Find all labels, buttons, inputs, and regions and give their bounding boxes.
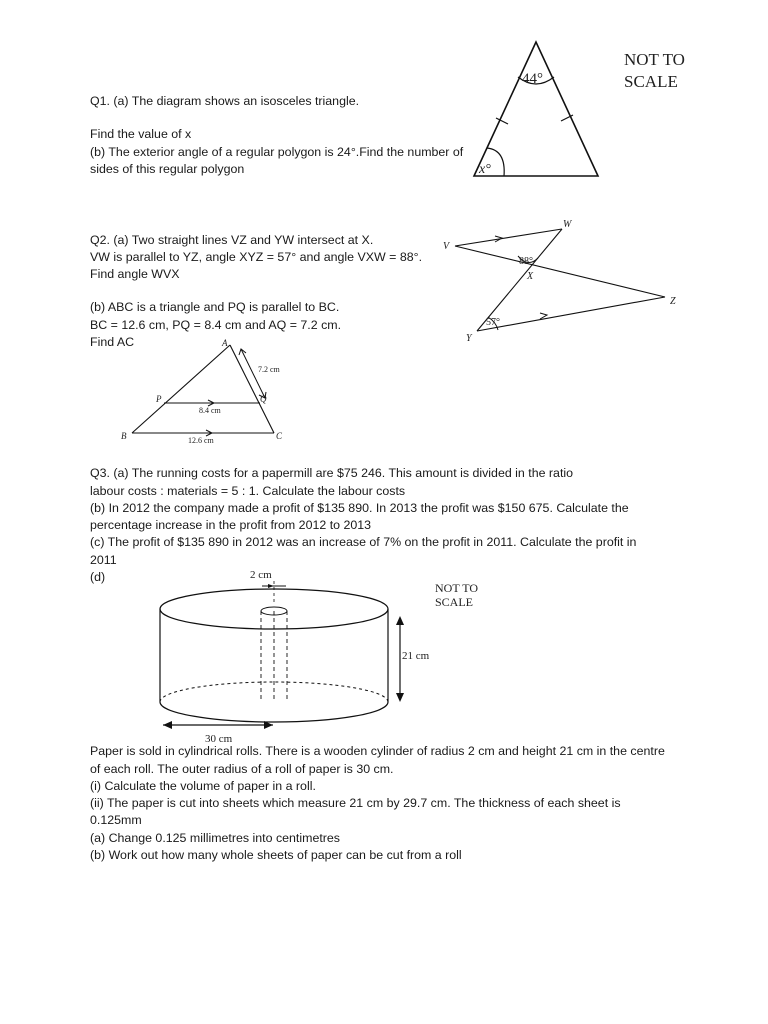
outer-radius-label: 30 cm [205, 733, 233, 745]
point-x-label: X [527, 271, 534, 282]
q3-part-d-sub-a: (a) Change 0.125 millimetres into centimetres [90, 831, 340, 845]
q2-part-b-text: (b) ABC is a triangle and PQ is parallel to BC. [90, 300, 340, 314]
q3-part-d-ii-cont: 0.125mm [90, 813, 142, 827]
point-a-label: A [222, 338, 228, 348]
point-z-label: Z [670, 296, 676, 307]
q3-part-c-text: (c) The profit of $135 890 in 2012 was an increase of 7% on the profit in 2011. Calculate the profit in [90, 535, 637, 549]
q3-part-c-cont: 2011 [90, 553, 117, 567]
point-p-label: P [156, 394, 162, 404]
q2-part-a-find: Find angle WVX [90, 267, 180, 281]
base-angle-label: x° [479, 162, 491, 177]
pq-length-label: 8.4 cm [199, 406, 221, 415]
q2-part-b-find: Find AC [90, 335, 135, 349]
q3-part-a-text: Q3. (a) The running costs for a papermill are $75 246. This amount is divided in the ratio [90, 466, 574, 480]
q3-part-d-ii: (ii) The paper is cut into sheets which measure 21 cm by 29.7 cm. The thickness of each sheet is [90, 796, 621, 810]
q3-part-b-cont: percentage increase in the profit from 2012 to 2013 [90, 518, 372, 532]
point-q-label: Q [260, 394, 267, 404]
point-v-label: V [443, 241, 450, 252]
q2-part-b-given: BC = 12.6 cm, PQ = 8.4 cm and AQ = 7.2 cm. [90, 318, 342, 332]
not-to-scale-note-1: NOT TO [435, 581, 479, 595]
point-c-label: C [276, 431, 283, 441]
q1-part-a-text: Q1. (a) The diagram shows an isosceles triangle. [90, 94, 360, 108]
point-w-label: W [563, 219, 572, 230]
apex-angle-label: 44° [522, 71, 543, 87]
q3-part-d-text: Paper is sold in cylindrical rolls. There is a wooden cylinder of radius 2 cm and height 21 cm in the centre [90, 744, 665, 758]
q1-part-b-text: (b) The exterior angle of a regular polygon is 24°.Find the number of [90, 145, 464, 159]
bc-length-label: 12.6 cm [188, 436, 214, 445]
q3-part-b-text: (b) In 2012 the company made a profit of $135 890. In 2013 the profit was $150 675. Calculate the [90, 501, 629, 515]
q3-part-d-label: (d) [90, 570, 106, 584]
not-to-scale-note-2: SCALE [435, 595, 474, 609]
not-to-scale-note-1: NOT TO [624, 50, 685, 69]
q3-part-d-cont: of each roll. The outer radius of a roll of paper is 30 cm. [90, 762, 394, 776]
q1-part-b-text-cont: sides of this regular polygon [90, 162, 245, 176]
angle-57-label: 57° [486, 317, 500, 328]
q1-find-x-text: Find the value of x [90, 127, 192, 141]
q2-part-a-given: VW is parallel to YZ, angle XYZ = 57° and angle VXW = 88°. [90, 250, 423, 264]
not-to-scale-note-2: SCALE [624, 72, 678, 91]
q3-part-d-sub-b: (b) Work out how many whole sheets of paper can be cut from a roll [90, 848, 462, 862]
angle-88-label: 88° [519, 256, 533, 267]
q3-part-a-cont: labour costs : materials = 5 : 1. Calculate the labour costs [90, 484, 406, 498]
point-b-label: B [121, 431, 127, 441]
inner-radius-label: 2 cm [250, 569, 272, 581]
aq-length-label: 7.2 cm [258, 365, 280, 374]
point-y-label: Y [466, 333, 472, 344]
q2-part-a-text: Q2. (a) Two straight lines VZ and YW intersect at X. [90, 233, 374, 247]
q3-part-d-i: (i) Calculate the volume of paper in a roll. [90, 779, 316, 793]
height-label: 21 cm [402, 650, 430, 662]
